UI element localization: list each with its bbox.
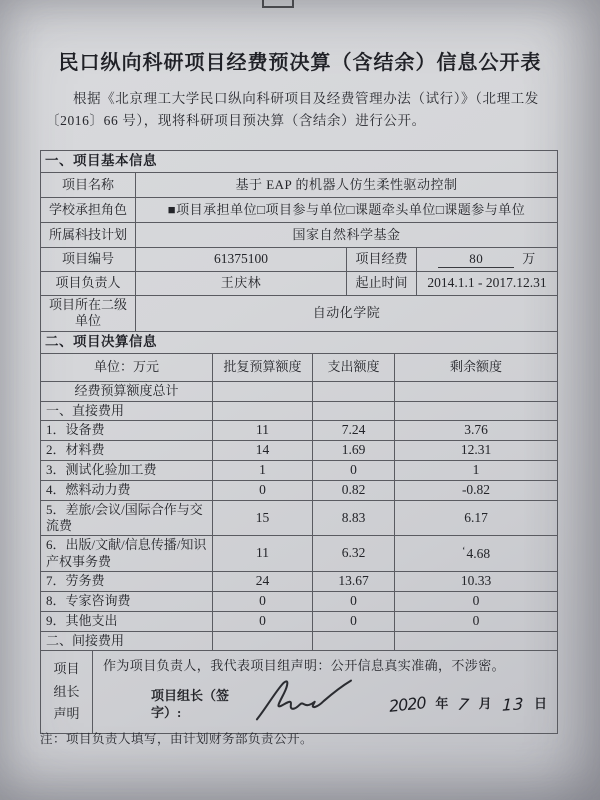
program-value: 国家自然科学基金 — [136, 223, 558, 248]
pi-value: 王庆林 — [136, 272, 347, 296]
school-role-label: 学校承担角色 — [41, 198, 136, 223]
page-title: 民口纵向科研项目经费预决算（含结余）信息公开表 — [58, 52, 542, 74]
declaration-content-cell — [93, 651, 558, 734]
table-row — [41, 331, 558, 353]
expense-label: 4．燃料动力费 — [41, 480, 213, 500]
project-no-value: 61375100 — [136, 248, 347, 272]
remaining-cell — [395, 536, 558, 572]
table-header-row — [41, 353, 558, 381]
signature-scribble — [254, 675, 363, 723]
declaration-role-cell: 项目组长声明 — [41, 651, 93, 734]
signature-row — [151, 688, 547, 721]
signature-date — [387, 692, 547, 716]
funding-unit: 万 — [522, 250, 536, 266]
handwritten-month: 7 — [456, 694, 471, 714]
handwritten-year: 2020 — [387, 692, 427, 716]
expense-label: 3．测试化验加工费 — [41, 460, 213, 480]
period-label: 起止时间 — [347, 272, 417, 296]
table-row — [41, 571, 558, 591]
remaining-cell: -0.82 — [395, 480, 558, 500]
table-row — [41, 223, 558, 248]
expense-label: 5．差旅/会议/国际合作与交流费 — [41, 500, 213, 536]
table-row — [41, 651, 558, 734]
day-label: 日 — [533, 696, 547, 712]
department-value: 自动化学院 — [136, 296, 558, 332]
table-row — [41, 173, 558, 198]
year-label: 年 — [435, 696, 449, 712]
table-row — [41, 420, 558, 440]
table-row — [41, 248, 558, 272]
table-row — [41, 198, 558, 223]
budget-cell — [213, 381, 313, 401]
clip-edge-mark — [262, 0, 294, 8]
budget-cell: 0 — [213, 480, 313, 500]
remaining-cell: 12.31 — [395, 440, 558, 460]
budget-cell: 1 — [213, 460, 313, 480]
project-name-label: 项目名称 — [41, 173, 136, 198]
month-label: 月 — [478, 696, 492, 712]
intro-paragraph: 根据《北京理工大学民口纵向科研项目及经费管理办法（试行）》（北理工发〔2016〕66 号），现将科研项目预决算（含结余）进行公开。 — [46, 91, 539, 128]
project-name-value: 基于 EAP 的机器人仿生柔性驱动控制 — [136, 173, 558, 198]
declaration-table — [40, 650, 558, 734]
spent-cell: 0.82 — [313, 480, 395, 500]
table-row — [41, 381, 558, 401]
expense-label: 2．材料费 — [41, 440, 213, 460]
section1-header: 一、项目基本信息 — [41, 151, 558, 173]
remaining-cell: 0 — [395, 591, 558, 611]
col-header-unit: 单位：万元 — [41, 353, 213, 381]
col-header-spent: 支出额度 — [313, 353, 395, 381]
spent-cell: 1.69 — [313, 440, 395, 460]
budget-cell: 14 — [213, 440, 313, 460]
expense-label: 一、直接费用 — [41, 401, 213, 420]
expense-label: 7．劳务费 — [41, 571, 213, 591]
table-row — [41, 591, 558, 611]
budget-cell — [213, 401, 313, 420]
signature-label: 项目组长（签字）: — [151, 688, 230, 720]
budget-cell: 11 — [213, 420, 313, 440]
pi-label: 项目负责人 — [41, 272, 136, 296]
spent-cell: 0 — [313, 460, 395, 480]
table-row — [41, 500, 558, 536]
department-label: 项目所在二级单位 — [41, 296, 136, 332]
funding-amount: 80 — [438, 251, 514, 268]
table-row — [41, 536, 558, 572]
program-label: 所属科技计划 — [41, 223, 136, 248]
expense-label: 6．出版/文献/信息传播/知识产权事务费 — [41, 536, 213, 572]
remaining-cell: 6.17 — [395, 500, 558, 536]
spent-cell: 0 — [313, 591, 395, 611]
spent-cell: 7.24 — [313, 420, 395, 440]
col-header-remaining: 剩余额度 — [395, 353, 558, 381]
period-value: 2014.1.1 - 2017.12.31 — [417, 272, 558, 296]
expense-label: 8．专家咨询费 — [41, 591, 213, 611]
expense-label: 二、间接费用 — [41, 631, 213, 650]
budget-cell: 0 — [213, 591, 313, 611]
remaining-cell: 1 — [395, 460, 558, 480]
spent-cell — [313, 381, 395, 401]
spent-cell: 0 — [313, 611, 395, 631]
remaining-cell: 3.76 — [395, 420, 558, 440]
form-tables — [40, 150, 557, 734]
col-header-budget: 批复预算额度 — [213, 353, 313, 381]
school-role-checkboxes: ■项目承担单位□项目参与单位□课题牵头单位□课题参与单位 — [136, 198, 558, 223]
handwritten-day: 13 — [501, 693, 525, 715]
expense-label: 经费预算额度总计 — [41, 381, 213, 401]
spent-cell — [313, 631, 395, 650]
remaining-value: 4.68 — [466, 545, 491, 561]
spent-cell — [313, 401, 395, 420]
table-row — [41, 611, 558, 631]
spent-cell: 6.32 — [313, 536, 395, 572]
budget-cell: 15 — [213, 500, 313, 536]
table-row — [41, 296, 558, 332]
section2-header: 二、项目决算信息 — [41, 331, 558, 353]
settlement-table — [40, 331, 558, 652]
funding-value — [417, 248, 558, 272]
remaining-cell — [395, 381, 558, 401]
basic-info-table — [40, 150, 558, 332]
declaration-statement: 作为项目负责人，我代表项目组声明：公开信息真实准确，不涉密。 — [103, 658, 506, 673]
budget-cell: 11 — [213, 536, 313, 572]
table-row — [41, 631, 558, 650]
table-row — [41, 460, 558, 480]
remaining-cell: 10.33 — [395, 571, 558, 591]
spent-cell: 8.83 — [313, 500, 395, 536]
project-no-label: 项目编号 — [41, 248, 136, 272]
expense-label: 9．其他支出 — [41, 611, 213, 631]
remaining-cell: 0 — [395, 611, 558, 631]
table-row — [41, 440, 558, 460]
table-row — [41, 151, 558, 173]
table-row — [41, 272, 558, 296]
remaining-cell — [395, 631, 558, 650]
remaining-cell — [395, 401, 558, 420]
spent-cell: 13.67 — [313, 571, 395, 591]
footnote: 注：项目负责人填写，由计划财务部负责公开。 — [40, 732, 314, 746]
funding-label: 项目经费 — [347, 248, 417, 272]
budget-cell — [213, 631, 313, 650]
pen-mark: ʻ — [461, 544, 466, 557]
table-row — [41, 401, 558, 420]
expense-label: 1．设备费 — [41, 420, 213, 440]
budget-cell: 0 — [213, 611, 313, 631]
table-row — [41, 480, 558, 500]
budget-cell: 24 — [213, 571, 313, 591]
